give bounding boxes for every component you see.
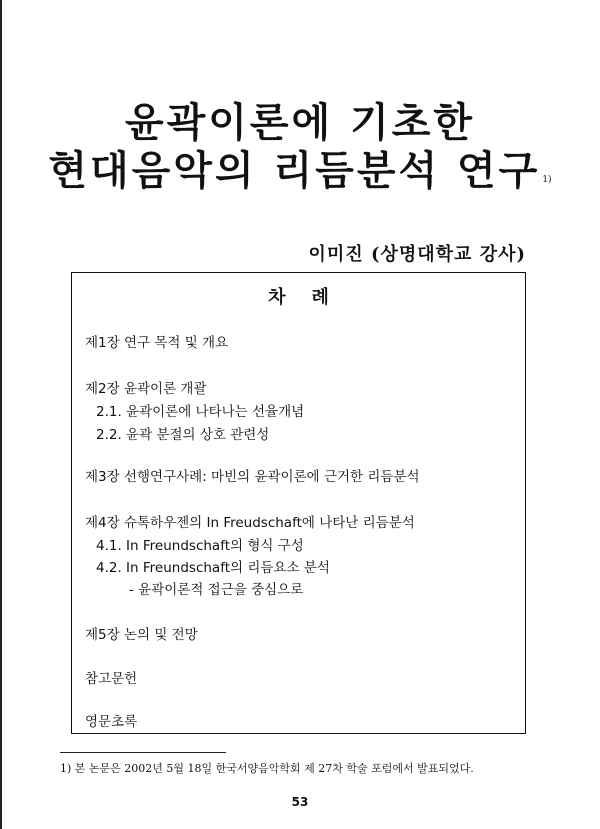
footnote-text: 1) 본 논문은 2002년 5월 18일 한국서양음악학회 제 27차 학술 포럼에서 발표되었다. xyxy=(60,762,474,775)
toc-entry: 제5장 논의 및 전망 xyxy=(85,627,198,643)
toc-entry: 제3장 선행연구사례: 마빈의 윤곽이론에 근거한 리듬분석 xyxy=(85,469,420,485)
toc-entry: 영문초록 xyxy=(85,714,138,730)
author-affiliation: 이미진 (상명대학교 강사) xyxy=(308,244,526,265)
toc-entry: 2.2. 윤곽 분절의 상호 관련성 xyxy=(96,427,270,443)
table-of-contents xyxy=(71,272,526,734)
footnote-divider xyxy=(60,752,226,753)
toc-entry: 제1장 연구 목적 및 개요 xyxy=(85,335,229,351)
toc-heading: 차례 xyxy=(268,287,355,308)
paper-title-line2: 현대음악의 리듬분석 연구 $^{1)}$ xyxy=(48,147,552,194)
paper-title-line1: 윤곽이론에 기초한 xyxy=(124,99,476,146)
toc-entry: 2.1. 윤곽이론에 나타나는 선율개념 xyxy=(96,404,305,420)
toc-entry: 제2장 윤곽이론 개괄 xyxy=(85,381,207,397)
footnote-mark[interactable]: 1) xyxy=(542,175,552,185)
toc-entry: - 윤곽이론적 접근을 중심으로 xyxy=(129,582,304,598)
toc-entry: 참고문헌 xyxy=(85,671,138,687)
toc-entry: 제4장 슈톡하우젠의 In Freudschaft에 나타난 리듬분석 xyxy=(85,515,415,531)
toc-entry: 4.2. In Freundschaft의 리듬요소 분석 xyxy=(96,560,330,576)
toc-entry: 4.1. In Freundschaft의 형식 구성 xyxy=(96,538,304,554)
page-number: 53 xyxy=(291,795,309,809)
